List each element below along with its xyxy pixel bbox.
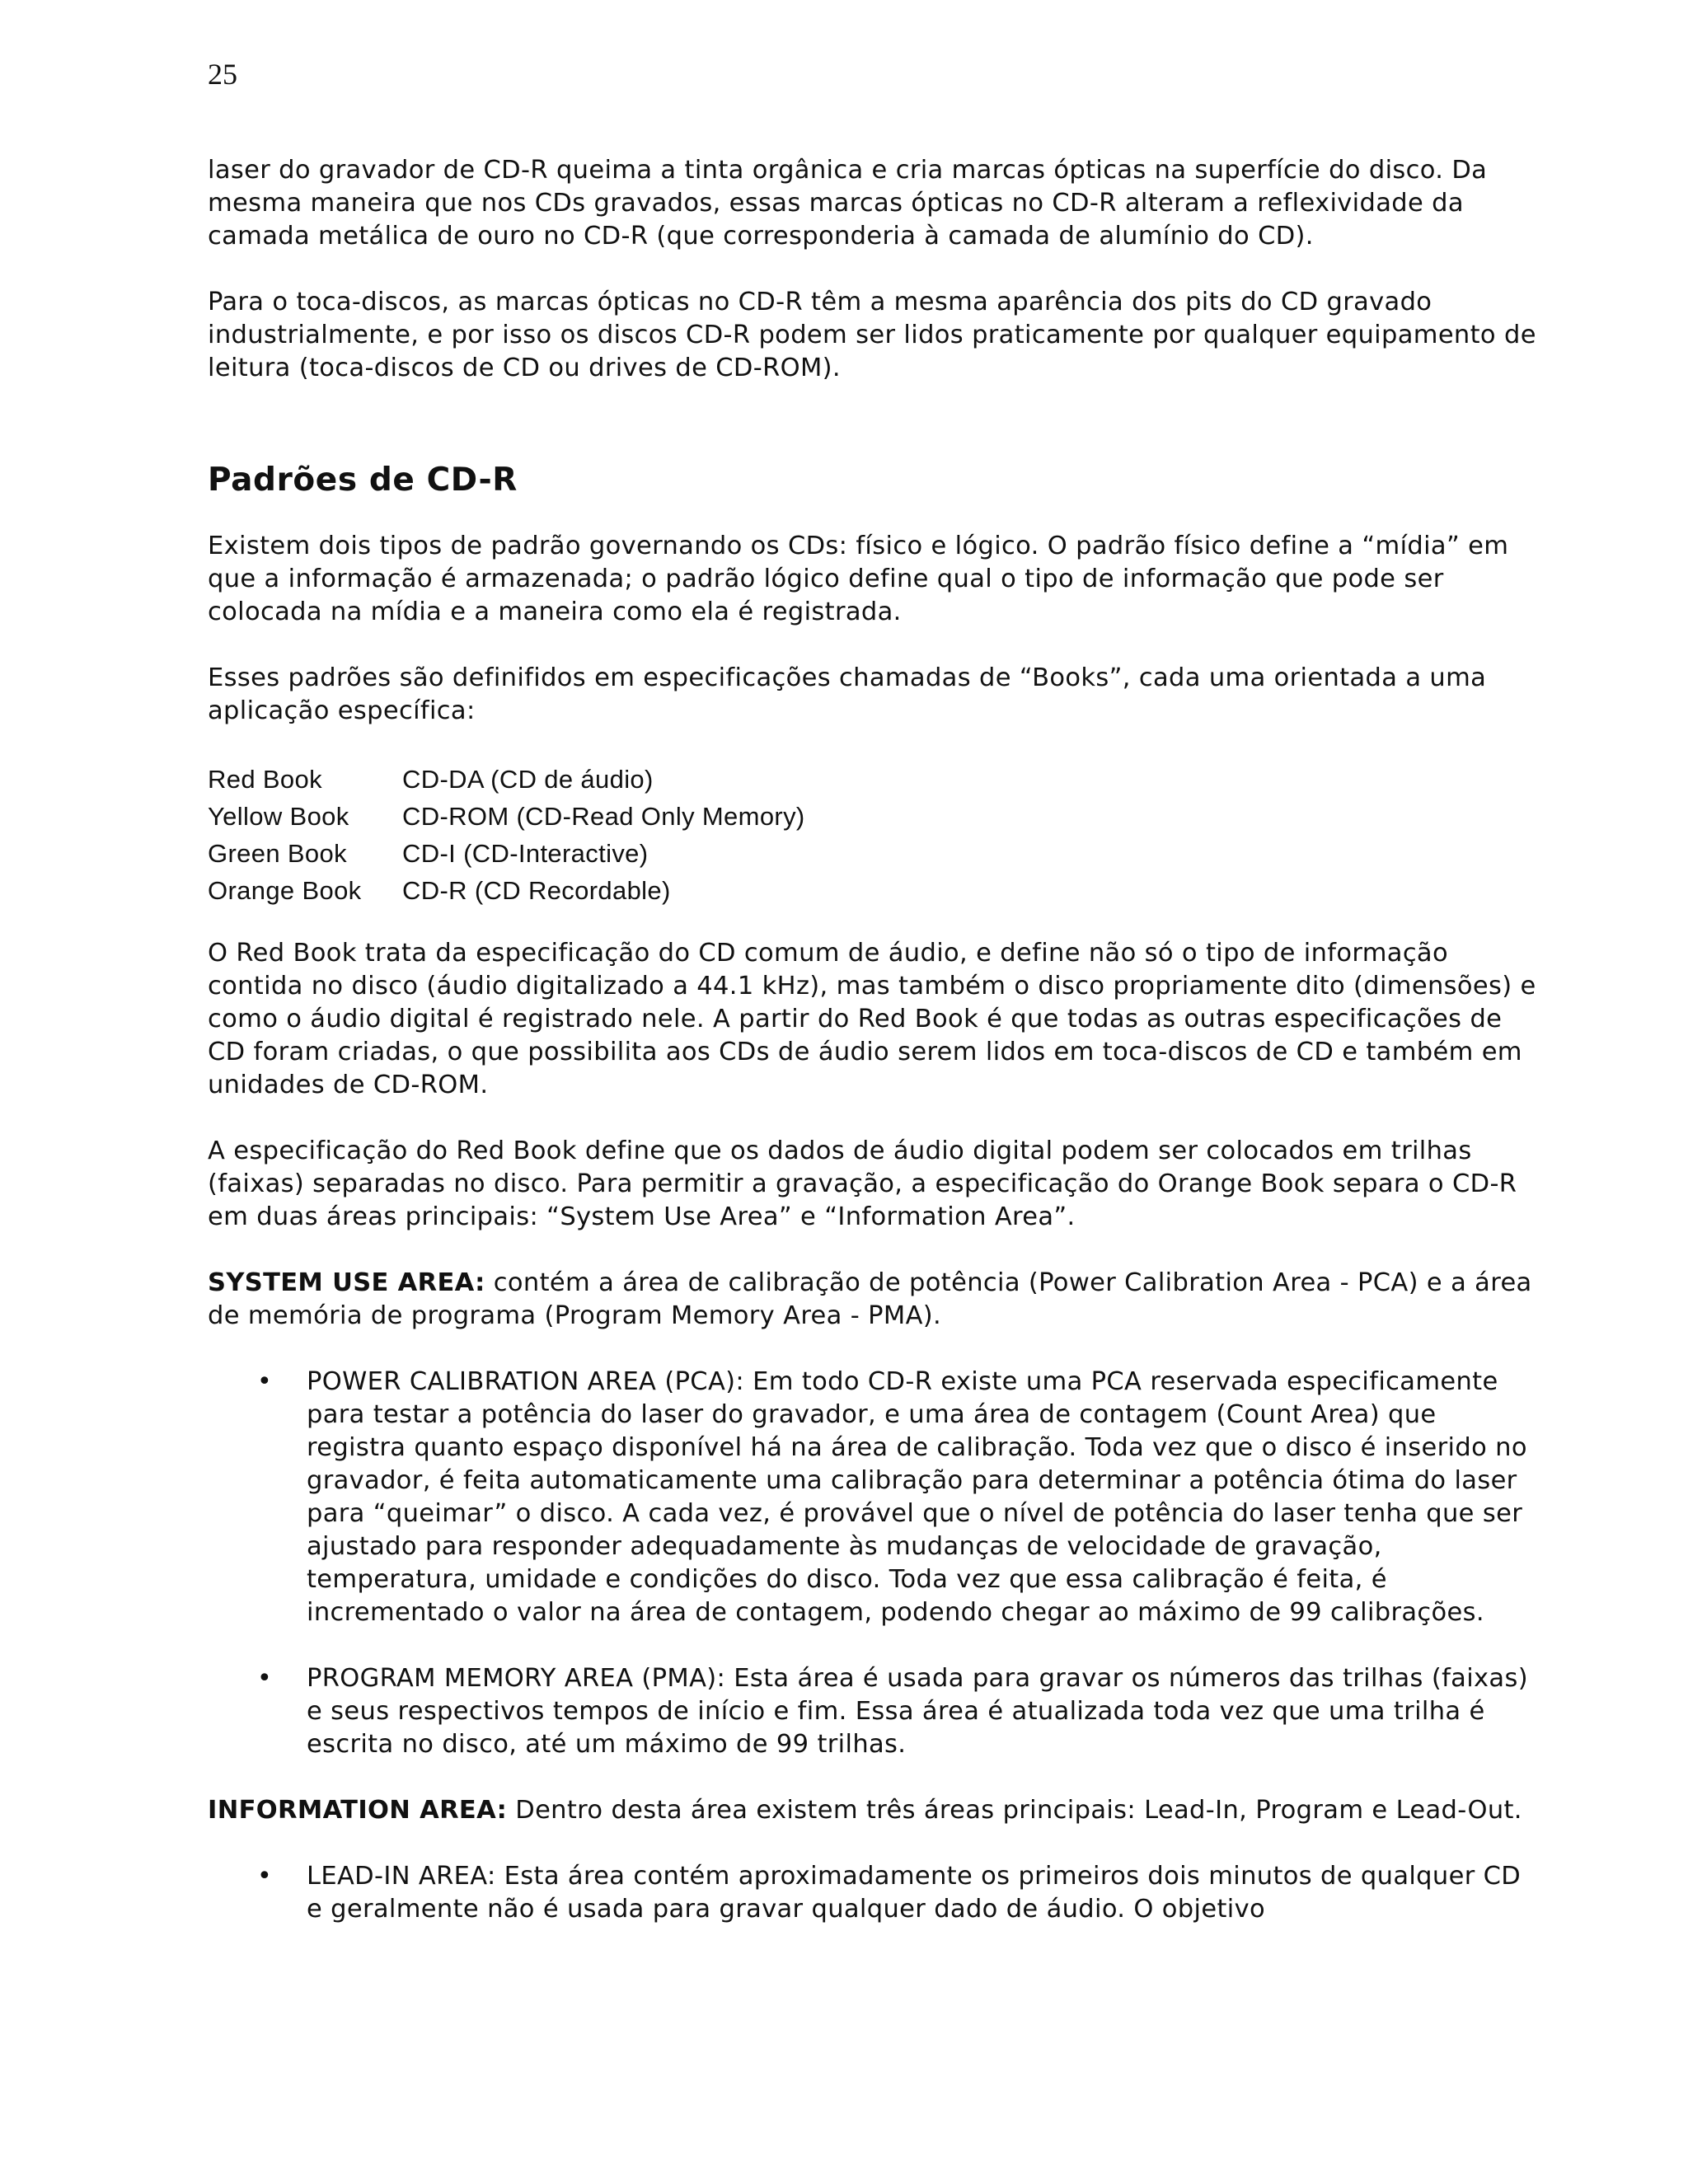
book-row bbox=[208, 761, 1543, 798]
book-name: Orange Book bbox=[208, 876, 362, 905]
book-name: Yellow Book bbox=[208, 802, 349, 831]
book-description: CD-DA (CD de áudio) bbox=[402, 765, 654, 794]
book-row bbox=[208, 872, 1543, 909]
page-number: 25 bbox=[208, 58, 237, 91]
paragraph: Esses padrões são definifidos em especificações chamadas de “Books”, cada uma orientada a uma aplicação específica: bbox=[208, 663, 1487, 725]
book-row bbox=[208, 798, 1543, 835]
system-use-text: contém a área de calibração de potência (Power Calibration Area - PCA) e a área de memória de programa (Program Memory Area - PMA). bbox=[208, 1268, 1532, 1330]
book-row bbox=[208, 835, 1543, 872]
information-area-text: Dentro desta área existem três áreas principais: Lead-In, Program e Lead-Out. bbox=[507, 1796, 1522, 1825]
paragraph: laser do gravador de CD-R queima a tinta orgânica e cria marcas ópticas na superfície do disco. Da mesma maneira que nos CDs gravados, essas marcas ópticas no CD-R alteram a reflexividade da camada metálica de ouro no CD-R (que corresponderia à camada de alumínio do CD). bbox=[208, 156, 1488, 251]
book-name: Green Book bbox=[208, 839, 347, 868]
list-item: • LEAD-IN AREA: Esta área contém aproximadamente os primeiros dois minutos de qualquer CD e geralmente não é usada para gravar qualquer dado de áudio. O objetivo bbox=[208, 1860, 1543, 1926]
system-use-label: SYSTEM USE AREA: bbox=[208, 1268, 485, 1297]
system-use-paragraph bbox=[208, 1267, 1543, 1333]
book-description: CD-I (CD-Interactive) bbox=[402, 839, 649, 868]
information-area-paragraph bbox=[208, 1794, 1543, 1827]
paragraph: Existem dois tipos de padrão governando os CDs: físico e lógico. O padrão físico define a “mídia” em que a informação é armazenada; o padrão lógico define qual o tipo de informação que pode ser colocada na mídia e a maneira como ela é registrada. bbox=[208, 532, 1509, 626]
section-heading: Padrões de CD-R bbox=[208, 462, 518, 499]
book-description: CD-ROM (CD-Read Only Memory) bbox=[402, 802, 805, 831]
information-area-list bbox=[208, 1860, 1543, 1926]
books-list bbox=[208, 761, 1543, 909]
system-use-list bbox=[208, 1366, 1543, 1761]
page-content bbox=[208, 154, 1543, 1959]
paragraph: Para o toca-discos, as marcas ópticas no CD-R têm a mesma aparência dos pits do CD gravado industrialmente, e por isso os discos CD-R podem ser lidos praticamente por qualquer equipamento de leitura (toca-discos de CD ou drives de CD-ROM). bbox=[208, 288, 1536, 382]
book-description: CD-R (CD Recordable) bbox=[402, 876, 671, 905]
list-item: • PROGRAM MEMORY AREA (PMA): Esta área é usada para gravar os números das trilhas (faixas) e seus respectivos tempos de início e fim. Essa área é atualizada toda vez que uma trilha é escrita no disco, até um máximo de 99 trilhas. bbox=[208, 1662, 1543, 1761]
book-name: Red Book bbox=[208, 765, 322, 794]
paragraph: A especificação do Red Book define que os dados de áudio digital podem ser colocados em trilhas (faixas) separadas no disco. Para permitir a gravação, a especificação do Orange Book separa o CD-R em duas áreas principais: “System Use Area” e “Information Area”. bbox=[208, 1137, 1517, 1231]
information-area-label: INFORMATION AREA: bbox=[208, 1796, 508, 1825]
list-item: • POWER CALIBRATION AREA (PCA): Em todo CD-R existe uma PCA reservada especificamente para testar a potência do laser do gravador, e uma área de contagem (Count Area) que registra quanto espaço disponível há na área de calibração. Toda vez que o disco é inserido no gravador, é feita automaticamente uma calibração para determinar a potência ótima do laser para “queimar” o disco. A cada vez, é provável que o nível de potência do laser tenha que ser ajustado para responder adequadamente às mudanças de velocidade de gravação, temperatura, umidade e condições do disco. Toda vez que essa calibração é feita, é incrementado o valor na área de contagem, podendo chegar ao máximo de 99 calibrações. bbox=[208, 1366, 1543, 1629]
paragraph: O Red Book trata da especificação do CD comum de áudio, e define não só o tipo de informação contida no disco (áudio digitalizado a 44.1 kHz), mas também o disco propriamente dito (dimensões) e como o áudio digital é registrado nele. A partir do Red Book é que todas as outras especificações de CD foram criadas, o que possibilita aos CDs de áudio serem lidos em toca-discos de CD e também em unidades de CD-ROM. bbox=[208, 939, 1536, 1099]
